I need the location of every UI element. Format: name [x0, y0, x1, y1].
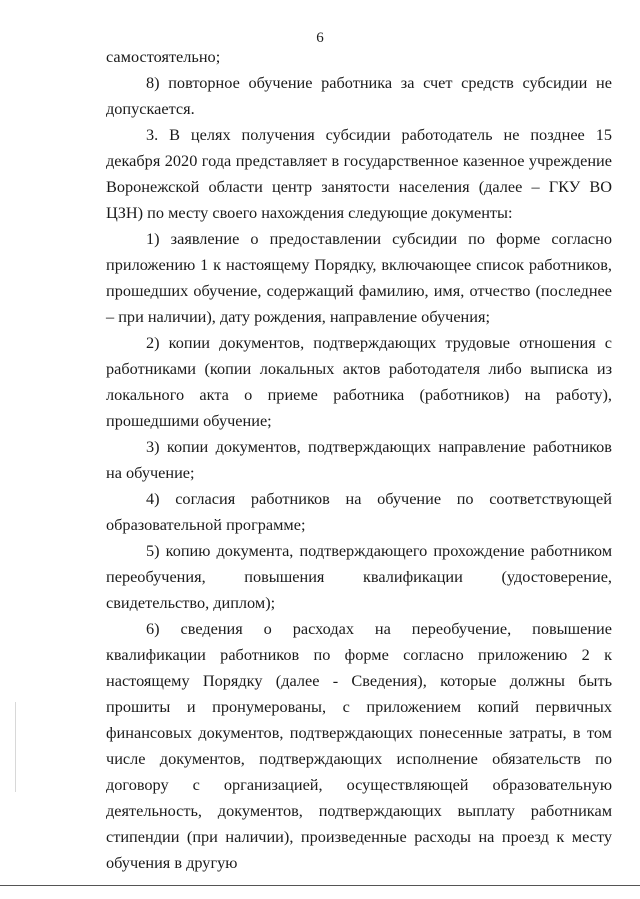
- paragraph-section-3: 3. В целях получения субсидии работодатель не позднее 15 декабря 2020 года представляет в государственное казенное учреждение Воронежской области центр занятости населения (далее – ГКУ ВО ЦЗН) по месту своего нахождения следующие документы:: [106, 125, 612, 222]
- scan-artifact: [15, 702, 16, 792]
- paragraph-item-4: 4) согласия работников на обучение по соответствующей образовательной программе;: [106, 489, 612, 534]
- page-bottom-edge: [0, 885, 640, 886]
- paragraph-item-6: 6) сведения о расходах на переобучение, повышение квалификации работников по форме согласно приложению 2 к настоящему Порядку (далее - Сведения), которые должны быть прошиты и пронумерованы, с приложением копий первичных финансовых документов, подтверждающих понесенные затраты, в том числе документов, подтверждающих исполнение обязательств по договору с организацией, осуществляющей образовательную деятельность, документов, подтверждающих выплату работникам стипендии (при наличии), произведенные расходы на проезд к месту обучения в другую: [106, 619, 612, 872]
- paragraph-item-1: 1) заявление о предоставлении субсидии по форме согласно приложению 1 к настоящему Порядку, включающее список работников, прошедших обучение, содержащий фамилию, имя, отчество (последнее – при наличии), дату рождения, направление обучения;: [106, 229, 612, 326]
- paragraph-continuation: самостоятельно;: [106, 47, 221, 66]
- paragraph-item-2: 2) копии документов, подтверждающих трудовые отношения с работниками (копии локальных актов работодателя либо выписка из локального акта о приеме работника (работников) на работу), прошедшими обучение;: [106, 333, 612, 430]
- paragraph-item-5: 5) копию документа, подтверждающего прохождение работником переобучения, повышения квалификации (удостоверение, свидетельство, диплом);: [106, 541, 612, 612]
- paragraph-item-3: 3) копии документов, подтверждающих направление работников на обучение;: [106, 437, 612, 482]
- paragraph-item-8: 8) повторное обучение работника за счет средств субсидии не допускается.: [106, 73, 612, 118]
- document-body: [106, 44, 612, 876]
- page-number: 6: [316, 30, 324, 46]
